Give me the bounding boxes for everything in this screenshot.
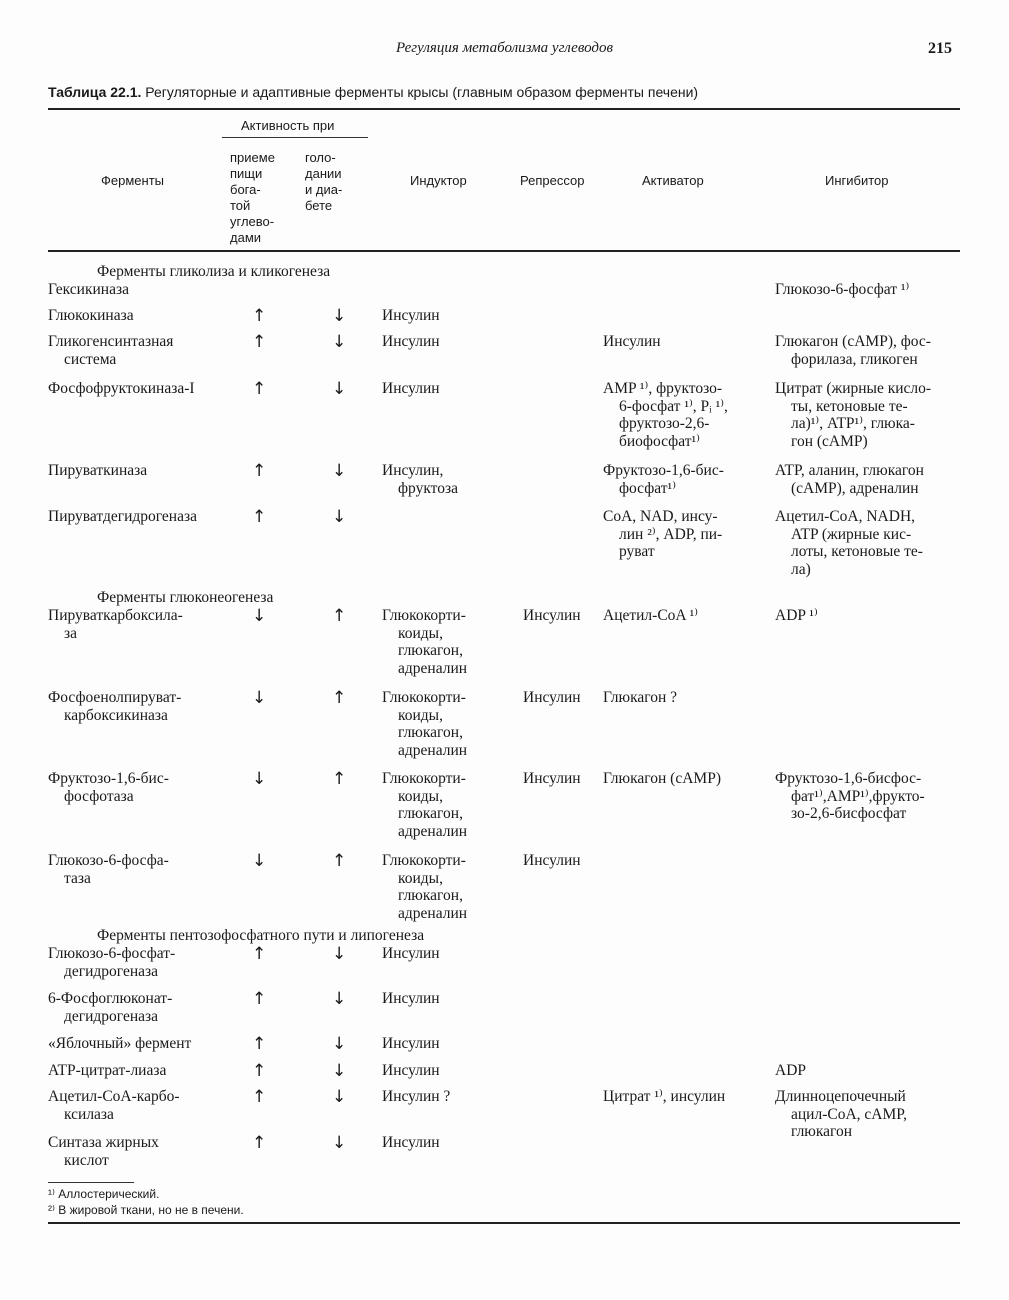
arrow-up-icon: ↑ (252, 507, 267, 527)
cell-enzyme: Синтаза жирных кислот (48, 1134, 159, 1169)
section-heading: Ферменты гликолиза и кликогенеза (97, 263, 331, 280)
arrow-down-icon: ↓ (332, 332, 347, 352)
cell-inductor: Инсулин, фруктоза (382, 462, 458, 497)
cell-activator: Глюкагон (cAMP) (603, 770, 721, 787)
cell-enzyme: 6-Фосфоглюконат- дегидрогеназа (48, 990, 173, 1025)
footnote-rule (48, 1182, 134, 1183)
footnote-1: ¹⁾ Аллостерический. (48, 1187, 160, 1201)
col-header-enzymes: Ферменты (101, 173, 164, 188)
cell-enzyme: Пируватдегидрогеназа (48, 508, 197, 525)
cell-enzyme: Глюкозо-6-фосфат- дегидрогеназа (48, 945, 176, 980)
arrow-up-icon: ↑ (252, 306, 267, 326)
cell-repressor: Инсулин (523, 852, 581, 869)
section-heading: Ферменты глюконеогенеза (97, 589, 274, 606)
arrow-up-icon: ↑ (332, 688, 347, 708)
cell-enzyme: Ацетил-CoA-карбо- ксилаза (48, 1088, 180, 1123)
cell-inductor: Инсулин (382, 380, 440, 397)
cell-inductor: Инсулин ? (382, 1088, 451, 1105)
section-heading: Ферменты пентозофосфатного пути и липогенеза (97, 927, 425, 944)
col-header-fed: приеме пищи бога- той углево- дами (230, 150, 275, 245)
top-rule (48, 108, 960, 110)
arrow-down-icon: ↓ (332, 1034, 347, 1054)
cell-inductor: Глюкокорти- коиды, глюкагон, адреналин (382, 607, 468, 677)
header-rule (48, 250, 960, 252)
col-header-activity: Активность при (241, 118, 335, 133)
arrow-down-icon: ↓ (332, 944, 347, 964)
arrow-up-icon: ↑ (252, 1034, 267, 1054)
arrow-up-icon: ↑ (252, 332, 267, 352)
cell-enzyme: Глюкозо-6-фосфа- таза (48, 852, 169, 887)
cell-activator: Инсулин (603, 333, 661, 350)
arrow-up-icon: ↑ (252, 379, 267, 399)
arrow-up-icon: ↑ (332, 769, 347, 789)
cell-enzyme: Пируваткарбоксила- за (48, 607, 183, 642)
arrow-up-icon: ↑ (332, 851, 347, 871)
arrow-down-icon: ↓ (252, 606, 267, 626)
cell-inductor: Инсулин (382, 990, 440, 1007)
arrow-up-icon: ↑ (252, 1061, 267, 1081)
cell-enzyme: Глюкокиназа (48, 307, 134, 324)
cell-repressor: Инсулин (523, 607, 581, 624)
cell-inhibitor: Ацетил-CoA, NADH, ATP (жирные кис- лоты, кетоновые те- ла) (775, 508, 923, 578)
col-header-inhibitor: Ингибитор (825, 173, 889, 188)
cell-inhibitor: ADP (775, 1062, 807, 1079)
cell-enzyme: ATP-цитрат-лиаза (48, 1062, 167, 1079)
cell-inductor: Инсулин (382, 1035, 440, 1052)
cell-inhibitor: ATP, аланин, глюкагон (cAMP), адреналин (775, 462, 924, 497)
cell-activator: Фруктозо-1,6-бис- фосфат¹⁾ (603, 462, 724, 497)
cell-inhibitor: Длинноцепочечный ацил-CoA, cAMP, глюкагон (775, 1088, 908, 1140)
arrow-down-icon: ↓ (332, 507, 347, 527)
table-caption (48, 84, 698, 100)
arrow-down-icon: ↓ (332, 306, 347, 326)
cell-inductor: Инсулин (382, 333, 440, 350)
arrow-up-icon: ↑ (252, 461, 267, 481)
footnote-2: ²⁾ В жировой ткани, но не в печени. (48, 1203, 244, 1217)
col-header-activator: Активатор (642, 173, 704, 188)
cell-enzyme: Фосфофруктокиназа-I (48, 380, 195, 397)
arrow-up-icon: ↑ (252, 944, 267, 964)
cell-enzyme: Гликогенсинтазная система (48, 333, 174, 368)
arrow-down-icon: ↓ (332, 379, 347, 399)
arrow-down-icon: ↓ (252, 769, 267, 789)
cell-inductor: Инсулин (382, 1062, 440, 1079)
col-header-inductor: Индуктор (410, 173, 467, 188)
cell-repressor: Инсулин (523, 689, 581, 706)
arrow-down-icon: ↓ (332, 1087, 347, 1107)
arrow-up-icon: ↑ (252, 1087, 267, 1107)
arrow-down-icon: ↓ (332, 1061, 347, 1081)
cell-enzyme: Гексикиназа (48, 281, 129, 298)
arrow-down-icon: ↓ (252, 688, 267, 708)
arrow-down-icon: ↓ (332, 1133, 347, 1153)
cell-inductor: Глюкокорти- коиды, глюкагон, адреналин (382, 852, 468, 922)
cell-inhibitor: Фруктозо-1,6-бисфос- фат¹⁾,AMP¹⁾,фрукто- зо-2,6-бисфосфат (775, 770, 925, 822)
bottom-rule (48, 1222, 960, 1224)
cell-enzyme: Фосфоенолпируват- карбоксикиназа (48, 689, 182, 724)
caption-label: Таблица 22.1. (48, 84, 142, 100)
cell-enzyme: «Яблочный» фермент (48, 1035, 192, 1052)
running-title: Регуляция метаболизма углеводов (395, 40, 614, 56)
arrow-down-icon: ↓ (332, 989, 347, 1009)
cell-inductor: Инсулин (382, 1134, 440, 1151)
cell-inhibitor: ADP ¹⁾ (775, 607, 818, 624)
arrow-down-icon: ↓ (252, 851, 267, 871)
activity-rule (222, 137, 368, 138)
cell-inductor: Инсулин (382, 945, 440, 962)
col-header-repressor: Репрессор (520, 173, 585, 188)
cell-repressor: Инсулин (523, 770, 581, 787)
cell-inhibitor: Глюкагон (cAMP), фос- форилаза, гликоген (775, 333, 931, 368)
page-number: 215 (928, 40, 952, 57)
cell-inductor: Инсулин (382, 307, 440, 324)
cell-activator: CoA, NAD, инсу- лин ²⁾, ADP, пи- руват (603, 508, 723, 560)
cell-activator: AMP ¹⁾, фруктозо- 6-фосфат ¹⁾, Pᵢ ¹⁾, фруктозо-2,6- биофосфат¹⁾ (603, 380, 728, 450)
cell-inductor: Глюкокорти- коиды, глюкагон, адреналин (382, 770, 468, 840)
cell-enzyme: Пируваткиназа (48, 462, 148, 479)
arrow-up-icon: ↑ (252, 989, 267, 1009)
cell-enzyme: Фруктозо-1,6-бис- фосфотаза (48, 770, 169, 805)
col-header-starved: голо- дании и диа- бете (305, 150, 343, 213)
arrow-up-icon: ↑ (252, 1133, 267, 1153)
arrow-down-icon: ↓ (332, 461, 347, 481)
caption-text: Регуляторные и адаптивные ферменты крысы (главным образом ферменты печени) (145, 84, 699, 100)
cell-inhibitor: Глюкозо-6-фосфат ¹⁾ (775, 281, 910, 298)
arrow-up-icon: ↑ (332, 606, 347, 626)
cell-inhibitor: Цитрат (жирные кисло- ты, кетоновые те- ла)¹⁾, ATP¹⁾, глюка- гон (cAMP) (775, 380, 932, 450)
cell-activator: Ацетил-CoA ¹⁾ (603, 607, 699, 624)
cell-activator: Цитрат ¹⁾, инсулин (603, 1088, 726, 1105)
cell-inductor: Глюкокорти- коиды, глюкагон, адреналин (382, 689, 468, 759)
cell-activator: Глюкагон ? (603, 689, 678, 706)
